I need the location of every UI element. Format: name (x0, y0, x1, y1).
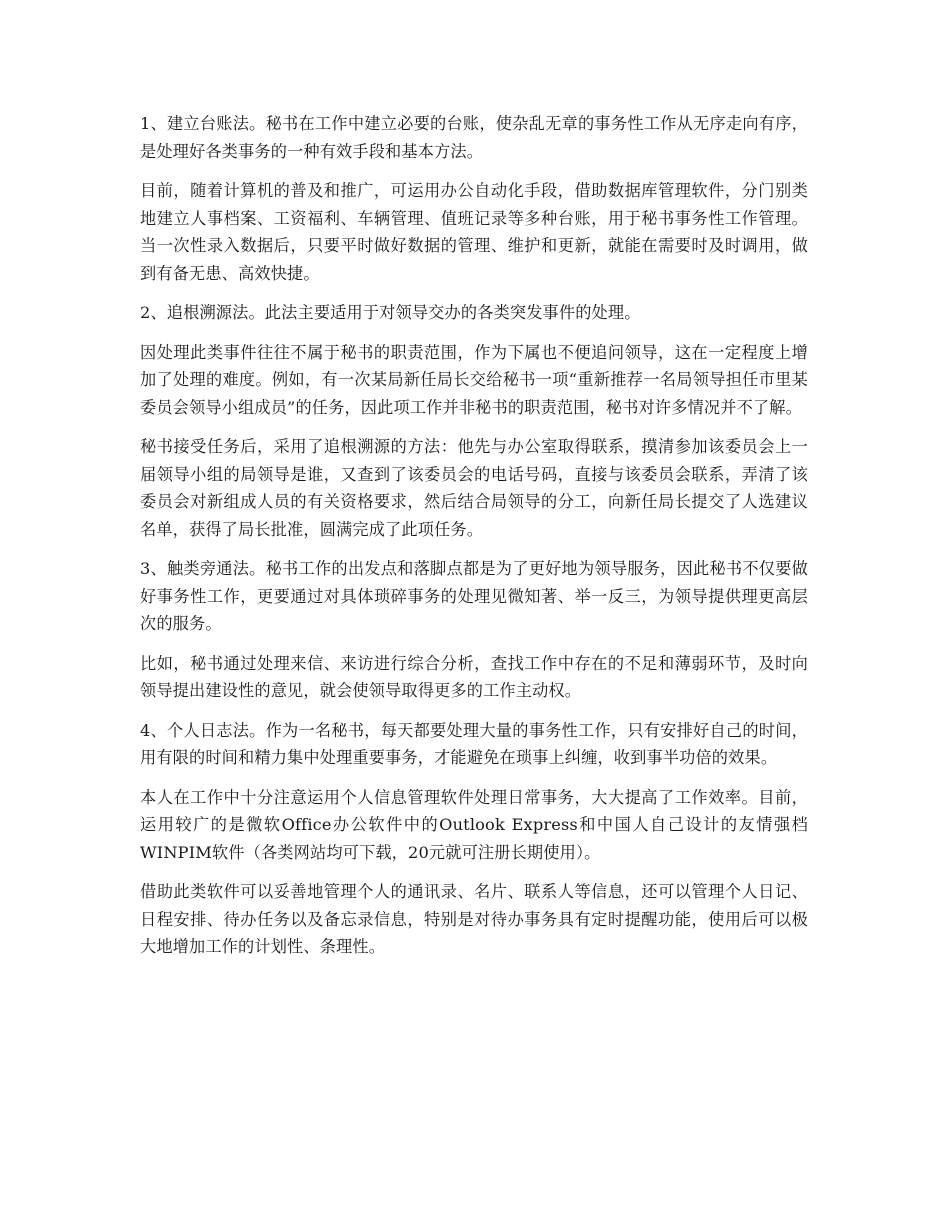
paragraph-journal-software: 本人在工作中十分注意运用个人信息管理软件处理日常事务，大大提高了工作效率。目前，运用较广的是微软Office办公软件中的Outlook Express和中国人自己设计的友情强档WINPIM软件（各类网站均可下载，20元就可注册长期使用）。 (140, 787, 808, 862)
document-body (140, 110, 808, 973)
paragraph-trace-example: 秘书接受任务后，采用了追根溯源的方法：他先与办公室取得联系，摸清参加该委员会上一届领导小组的局领导是谁，又查到了该委员会的电话号码，直接与该委员会联系，弄清了该委员会对新组成人员的有关资格要求，然后结合局领导的分工，向新任局长提交了人选建议名单，获得了局长批准，圆满完成了此项任务。 (140, 437, 808, 539)
paragraph-analogy-method: 3、触类旁通法。秘书工作的出发点和落脚点都是为了更好地为领导服务，因此秘书不仅要做好事务性工作，更要通过对具体琐碎事务的处理见微知著、举一反三，为领导提供理更高层次的服务。 (140, 559, 808, 633)
paragraph-ledger-detail: 目前，随着计算机的普及和推广，可运用办公自动化手段，借助数据库管理软件，分门别类地建立人事档案、工资福利、车辆管理、值班记录等多种台账，用于秘书事务性工作管理。当一次性录入数据后，只要平时做好数据的管理、维护和更新，就能在需要时及时调用，做到有备无患、高效快捷。 (140, 181, 808, 283)
paragraph-trace-detail: 因处理此类事件往往不属于秘书的职责范围，作为下属也不便追问领导，这在一定程度上增加了处理的难度。例如，有一次某局新任局长交给秘书一项“重新推荐一名局领导担任市里某委员会领导小组成员”的任务，因此项工作并非秘书的职责范围，秘书对许多情况并不了解。 (140, 342, 808, 417)
paragraph-journal-benefits: 借助此类软件可以妥善地管理个人的通讯录、名片、联系人等信息，还可以管理个人日记、日程安排、待办任务以及备忘录信息，特别是对待办事务具有定时提醒功能，使用后可以极大地增加工作的计划性、条理性。 (140, 882, 808, 956)
paragraph-trace-method: 2、追根溯源法。此法主要适用于对领导交办的各类突发事件的处理。 (140, 303, 641, 322)
paragraph-analogy-example: 比如，秘书通过处理来信、来访进行综合分析，查找工作中存在的不足和薄弱环节，及时向领导提出建设性的意见，就会使领导取得更多的工作主动权。 (140, 653, 808, 700)
paragraph-ledger-method: 1、建立台账法。秘书在工作中建立必要的台账，使杂乱无章的事务性工作从无序走向有序，是处理好各类事务的一种有效手段和基本方法。 (140, 114, 808, 161)
paragraph-journal-method: 4、个人日志法。作为一名秘书，每天都要处理大量的事务性工作，只有安排好自己的时间，用有限的时间和精力集中处理重要事务，才能避免在琐事上纠缠，收到事半功倍的效果。 (140, 720, 808, 767)
